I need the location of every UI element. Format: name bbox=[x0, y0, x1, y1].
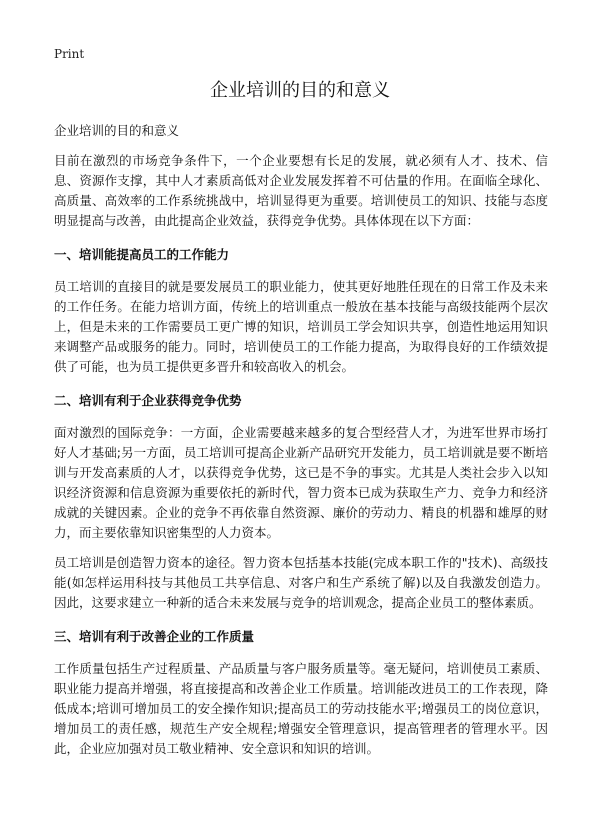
section-1-paragraph-1: 员工培训的直接目的就是要发展员工的职业能力，使其更好地胜任现在的日常工作及未来的工作任务。在能力培训方面，传统上的培训重点一般放在基本技能与高级技能两个层次上，但是未来的工作需要员工更广博的知识，培训员工学会知识共享，创造性地运用知识来调整产品或服务的能力。同时，培训使员工的工作能力提高，为取得良好的工作绩效提供了可能，也为员工提供更多晋升和较高收入的机会。 bbox=[54, 279, 548, 374]
document-subtitle: 企业培训的目的和意义 bbox=[54, 123, 180, 138]
document-body bbox=[54, 121, 548, 769]
section-2-paragraph-1: 面对激烈的国际竞争：一方面，企业需要越来越多的复合型经营人才，为进军世界市场打好人才基础;另一方面，员工培训可提高企业新产品研究开发能力，员工培训就是要不断培训与开发高素质的人才，以获得竞争优势，这已是不争的事实。尤其是人类社会步入以知识经济资源和信息资源为重要依托的新时代，智力资本已成为获取生产力、竞争力和经济成就的关键因素。企业的竞争不再依靠自然资源、廉价的劳动力、精良的机器和雄厚的财力，而主要依靠知识密集型的人力资本。 bbox=[54, 425, 548, 540]
section-heading-3: 三、培训有利于改善企业的工作质量 bbox=[54, 629, 255, 644]
section-heading-1: 一、培训能提高员工的工作能力 bbox=[54, 247, 230, 262]
section-heading-2: 二、培训有利于企业获得竞争优势 bbox=[54, 393, 242, 408]
page-title: 企业培训的目的和意义 bbox=[210, 80, 390, 101]
intro-paragraph: 目前在激烈的市场竞争条件下，一个企业要想有长足的发展，就必须有人才、技术、信息、资源作支撑，其中人才素质高低对企业发展发挥着不可估量的作用。在面临全球化、高质量、高效率的工作系统挑战中，培训显得更为重要。培训使员工的知识、技能与态度明显提高与改善，由此提高企业效益，获得竞争优势。具体体现在以下方面： bbox=[54, 153, 548, 228]
section-2-paragraph-2: 员工培训是创造智力资本的途径。智力资本包括基本技能(完成本职工作的"技术)、高级技能(如怎样运用科技与其他员工共享信息、对客户和生产系统了解)以及自我激发创造力。因此，这要求建立一种新的适合未来发展与竞争的培训观念，提高企业员工的整体素质。 bbox=[54, 555, 548, 610]
section-3-paragraph-1: 工作质量包括生产过程质量、产品质量与客户服务质量等。毫无疑问，培训使员工素质、职业能力提高并增强，将直接提高和改善企业工作质量。培训能改进员工的工作表现，降低成本;培训可增加员工的安全操作知识;提高员工的劳动技能水平;增强员工的岗位意识，增加员工的责任感，规范生产安全规程;增强安全管理意识，提高管理者的管理水平。因此，企业应加强对员工敬业精神、安全意识和知识的培训。 bbox=[54, 661, 548, 756]
print-link[interactable]: Print bbox=[54, 47, 85, 61]
